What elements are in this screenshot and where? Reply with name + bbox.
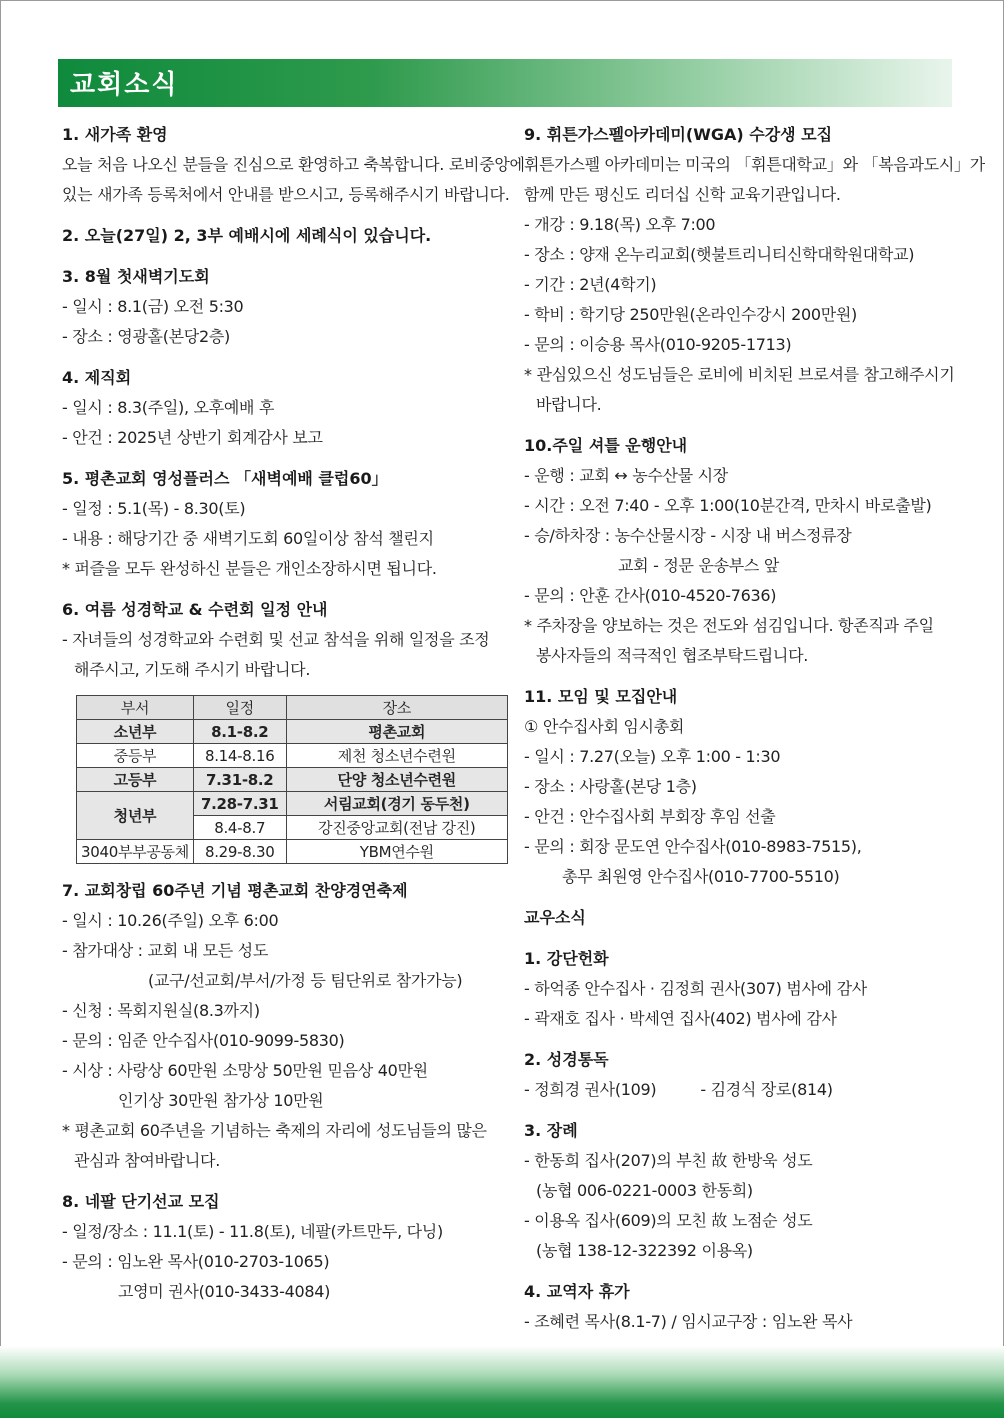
notice-line: 관심과 참여바랍니다.	[74, 1151, 220, 1170]
reader-name: - 김경식 장로(814)	[700, 1080, 833, 1099]
news-funeral	[524, 1116, 960, 1266]
notice-line: 해주시고, 기도해 주시기 바랍니다.	[74, 660, 311, 679]
notice-line: 오늘 처음 나오신 분들을 진심으로 환영하고 축복합니다. 로비중앙에	[62, 155, 525, 174]
notice-title: 2. 오늘(27일) 2, 3부 예배시에 세례식이 있습니다.	[62, 226, 432, 245]
notice-line: - 장소 : 사랑홀(본당 1층)	[524, 777, 697, 796]
notice-title: 1. 새가족 환영	[62, 125, 168, 144]
table-row	[77, 840, 508, 864]
notice-title: 3. 8월 첫새벽기도회	[62, 267, 210, 286]
table-cell: 평촌교회	[286, 720, 507, 744]
notice-wga	[524, 120, 985, 420]
notice-line: - 문의 : 안훈 간사(010-4520-7636)	[524, 586, 777, 605]
notice-line: - 일시 : 8.1(금) 오전 5:30	[62, 297, 244, 316]
notice-line: - 안건 : 안수집사회 부회장 후임 선출	[524, 807, 776, 826]
left-column	[62, 120, 525, 1318]
notice-line: - 자녀들의 성경학교와 수련회 및 선교 참석을 위해 일정을 조정	[62, 630, 490, 649]
notice-line: - 내용 : 해당기간 중 새벽기도회 60일이상 참석 챌린지	[62, 529, 434, 548]
notice-baptism	[62, 221, 508, 251]
notice-line: 교회 - 정문 운송부스 앞	[618, 556, 780, 575]
notice-line: - 기간 : 2년(4학기)	[524, 275, 657, 294]
notice-line: - 일시 : 8.3(주일), 오후예배 후	[62, 398, 275, 417]
notice-line: - 문의 : 이승용 목사(010-9205-1713)	[524, 335, 792, 354]
table-cell: 제천 청소년수련원	[286, 744, 507, 768]
notice-title: 5. 평촌교회 영성플러스 「새벽예배 클럽60」	[62, 469, 388, 488]
table-cell: 서림교회(경기 동두천)	[286, 792, 507, 816]
notice-line: - 조혜련 목사(8.1-7) / 임시교구장 : 임노완 목사	[524, 1312, 853, 1331]
notice-title: 4. 교역자 휴가	[524, 1282, 630, 1301]
table-header: 일정	[193, 696, 286, 720]
table-cell: 단양 청소년수련원	[286, 768, 507, 792]
notice-deacon-meeting	[62, 363, 508, 453]
notice-club60	[62, 464, 508, 584]
notice-line: (농협 138-12-322392 이용옥)	[536, 1241, 753, 1260]
table-cell: 소년부	[77, 720, 194, 744]
notice-title: 1. 강단헌화	[524, 949, 609, 968]
notice-title: 10.주일 셔틀 운행안내	[524, 436, 688, 455]
notice-line: - 일정 : 5.1(목) - 8.30(토)	[62, 499, 246, 518]
notice-line: 있는 새가족 등록처에서 안내를 받으시고, 등록해주시기 바랍니다.	[62, 185, 510, 204]
notice-line: - 일시 : 10.26(주일) 오후 6:00	[62, 911, 279, 930]
news-pastor-vacation	[524, 1277, 960, 1337]
table-header: 장소	[286, 696, 507, 720]
notice-line: - 신청 : 목회지원실(8.3까지)	[62, 1001, 260, 1020]
notice-line: - 운행 : 교회 ↔ 농수산물 시장	[524, 466, 728, 485]
table-cell: 강진중앙교회(전남 강진)	[286, 816, 507, 840]
notice-line	[524, 1075, 960, 1105]
notice-line: * 퍼즐을 모두 완성하신 분들은 개인소장하시면 됩니다.	[62, 559, 437, 578]
notice-line: - 장소 : 양재 온누리교회(햇불트리니티신학대학원대학교)	[524, 245, 915, 264]
notice-line: * 관심있으신 성도님들은 로비에 비치된 브로셔를 참고해주시기	[524, 365, 955, 384]
notice-shuttle	[524, 431, 960, 671]
notice-new-family	[62, 120, 525, 210]
table-row	[77, 744, 508, 768]
notice-line: - 한동희 집사(207)의 부친 故 한방욱 성도	[524, 1151, 813, 1170]
table-cell: 7.31-8.2	[193, 768, 286, 792]
notice-line: ① 안수집사회 임시총회	[524, 717, 685, 736]
notice-line: - 참가대상 : 교회 내 모든 성도	[62, 941, 268, 960]
section-banner	[58, 59, 952, 107]
reader-name: - 정희경 권사(109)	[524, 1080, 657, 1099]
member-news-title: 교우소식	[524, 908, 586, 927]
notice-line: 바랍니다.	[536, 395, 602, 414]
notice-line: 총무 최원영 안수집사(010-7700-5510)	[562, 867, 840, 886]
table-header-row	[77, 696, 508, 720]
news-flower-offering	[524, 944, 960, 1034]
notice-line: - 학비 : 학기당 250만원(온라인수강시 200만원)	[524, 305, 857, 324]
table-cell: 8.14-8.16	[193, 744, 286, 768]
table-cell: 고등부	[77, 768, 194, 792]
table-cell: 7.28-7.31	[193, 792, 286, 816]
table-cell: 청년부	[77, 792, 194, 840]
notice-dawn-prayer	[62, 262, 508, 352]
table-cell: 8.4-8.7	[193, 816, 286, 840]
notice-title: 4. 제직회	[62, 368, 132, 387]
member-news	[524, 903, 960, 933]
notice-line: - 시간 : 오전 7:40 - 오후 1:00(10분간격, 만차시 바로출발)	[524, 496, 932, 515]
schedule-table	[76, 695, 508, 864]
notice-summer-schedule	[62, 595, 508, 864]
table-row	[77, 720, 508, 744]
notice-title: 6. 여름 성경학교 & 수련회 일정 안내	[62, 600, 328, 619]
notice-line: - 개강 : 9.18(목) 오후 7:00	[524, 215, 716, 234]
table-header: 부서	[77, 696, 194, 720]
table-cell: YBM연수원	[286, 840, 507, 864]
notice-title: 8. 네팔 단기선교 모집	[62, 1192, 220, 1211]
table-cell: 중등부	[77, 744, 194, 768]
notice-nepal-mission	[62, 1187, 508, 1307]
notice-line: - 안건 : 2025년 상반기 회계감사 보고	[62, 428, 323, 447]
notice-line: - 승/하차장 : 농수산물시장 - 시장 내 버스정류장	[524, 526, 852, 545]
notice-title: 9. 휘튼가스펠아카데미(WGA) 수강생 모집	[524, 125, 833, 144]
notice-line: (농협 006-0221-0003 한동희)	[536, 1181, 753, 1200]
notice-title: 7. 교회창립 60주년 기념 평촌교회 찬양경연축제	[62, 881, 408, 900]
notice-line: (교구/선교회/부서/가정 등 팀단위로 참가가능)	[148, 971, 463, 990]
table-row	[77, 768, 508, 792]
notice-line: - 문의 : 임준 안수집사(010-9099-5830)	[62, 1031, 345, 1050]
notice-line: 고영미 권사(010-3433-4084)	[118, 1282, 331, 1301]
notice-line: - 일정/장소 : 11.1(토) - 11.8(토), 네팔(카트만두, 다닝)	[62, 1222, 443, 1241]
notice-meetings	[524, 682, 960, 892]
table-row	[77, 792, 508, 816]
notice-line: 함께 만든 평신도 리더십 신학 교육기관입니다.	[524, 185, 841, 204]
notice-line: * 평촌교회 60주년을 기념하는 축제의 자리에 성도님들의 많은	[62, 1121, 487, 1140]
page-title: 교회소식	[70, 70, 179, 100]
notice-title: 2. 성경통독	[524, 1050, 609, 1069]
notice-line: 인기상 30만원 참가상 10만원	[118, 1091, 324, 1110]
notice-line: * 주차장을 양보하는 것은 전도와 섬김입니다. 항존직과 주일	[524, 616, 934, 635]
notice-line: 휘튼가스펠 아카데미는 미국의 「휘튼대학교」와 「복음과도시」가	[524, 155, 985, 174]
notice-line: - 이용옥 집사(609)의 모친 故 노점순 성도	[524, 1211, 813, 1230]
notice-title: 3. 장례	[524, 1121, 578, 1140]
notice-line: 봉사자들의 적극적인 협조부탁드립니다.	[536, 646, 809, 665]
notice-praise-festival	[62, 876, 508, 1176]
notice-title: 11. 모임 및 모집안내	[524, 687, 678, 706]
table-cell: 8.1-8.2	[193, 720, 286, 744]
notice-line: - 곽재호 집사 · 박세연 집사(402) 범사에 감사	[524, 1009, 837, 1028]
right-column	[524, 120, 985, 1348]
notice-line: - 시상 : 사랑상 60만원 소망상 50만원 믿음상 40만원	[62, 1061, 428, 1080]
notice-line: - 장소 : 영광홀(본당2층)	[62, 327, 230, 346]
notice-line: - 문의 : 회장 문도연 안수집사(010-8983-7515),	[524, 837, 862, 856]
notice-line: - 문의 : 임노완 목사(010-2703-1065)	[62, 1252, 330, 1271]
notice-line: - 일시 : 7.27(오늘) 오후 1:00 - 1:30	[524, 747, 781, 766]
news-bible-reading	[524, 1045, 960, 1105]
table-cell: 3040부부공동체	[77, 840, 194, 864]
notice-line: - 하억종 안수집사 · 김정희 권사(307) 범사에 감사	[524, 979, 867, 998]
table-cell: 8.29-8.30	[193, 840, 286, 864]
footer-gradient-band	[0, 1346, 1004, 1418]
